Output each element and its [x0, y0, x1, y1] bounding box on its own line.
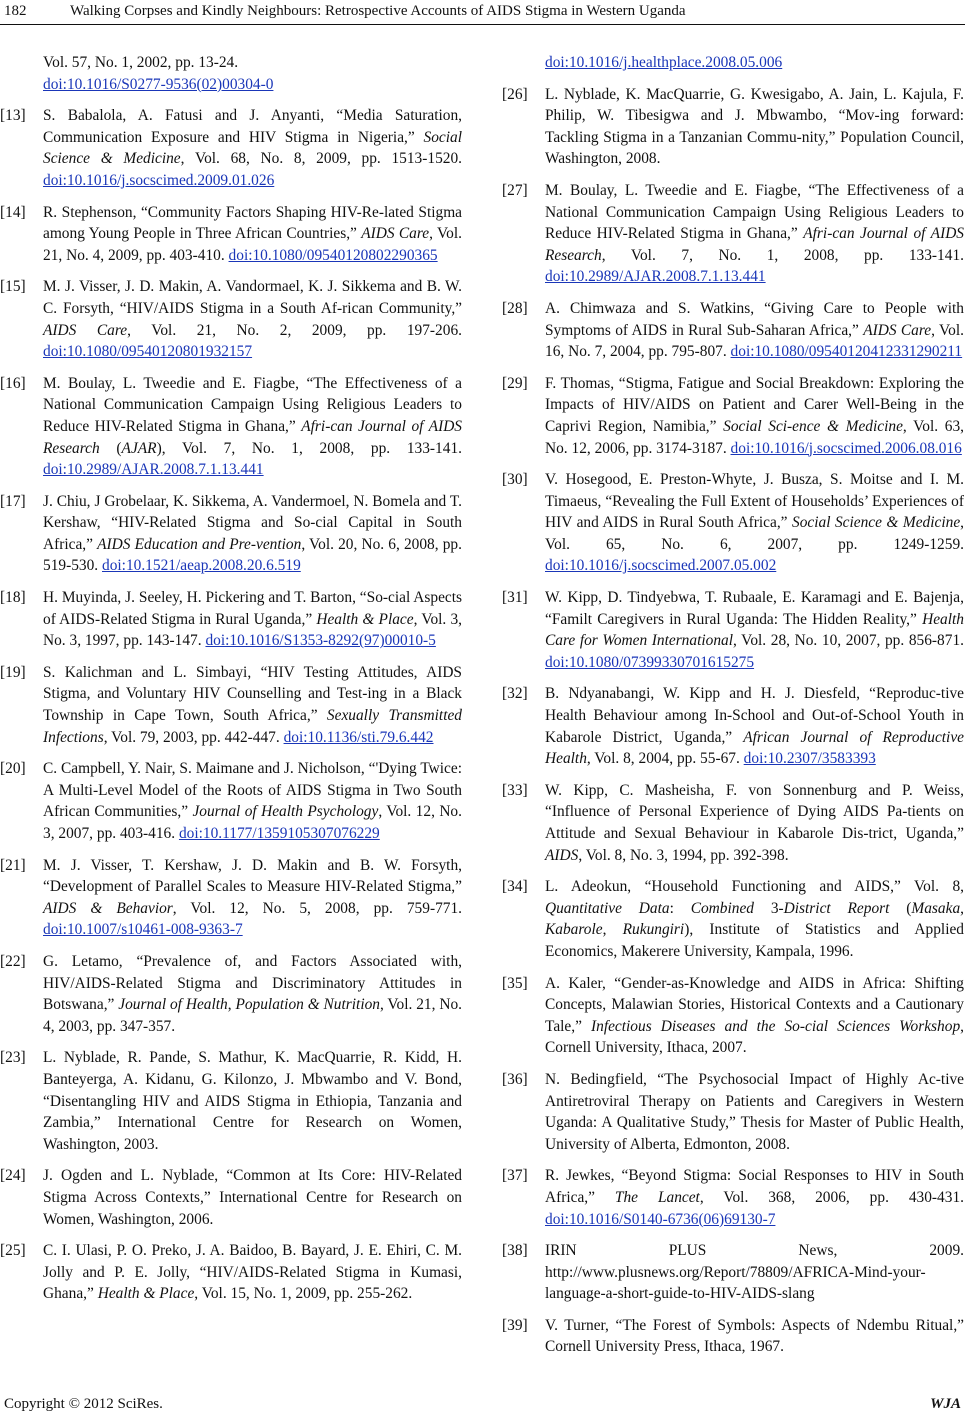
reference-item [502, 1165, 964, 1230]
reference-text [43, 1049, 462, 1152]
reference-item [502, 180, 964, 288]
reference-source-title: Health & Place [316, 610, 414, 628]
reference-text-part: ), Vol. 7, No. 1, 2008, pp. 133-141. [156, 439, 462, 457]
reference-text-part: J. Chiu, J Grobelaar, K. Sikkema, A. Vandermoel, N. Bomela and T. Kershaw, “HIV-Related Stigma and So-cial Capital in South Africa,” [43, 492, 462, 553]
reference-source-title: AIDS Care [43, 321, 128, 339]
reference-text-part: G. Letamo, “Prevalence of, and Factors Associated with, HIV/AIDS-Related Stigma and Discriminatory Attitudes in Botswana,” [43, 952, 462, 1014]
reference-source-title: Population & Nutrition [235, 996, 380, 1014]
reference-number: [21] [0, 856, 26, 874]
reference-number: [33] [502, 781, 528, 799]
reference-text-part: , Vol. 12, No. 5, 2008, pp. 759-771. [172, 899, 462, 917]
journal-abbrev: WJA [930, 1396, 961, 1412]
reference-text-part: , [602, 921, 623, 939]
reference-number: [22] [0, 952, 26, 970]
reference-source-title: AIDS Care [863, 321, 932, 339]
reference-text-part: A. Kaler, “Gender-as-Knowledge and AIDS in Africa: Shifting Concepts, Malawian Stories, Historical Contexts and a Cautionary Tale,” [545, 974, 964, 1035]
running-title: Walking Corpses and Kindly Neighbours: Retrospective Accounts of AIDS Stigma in Western Uganda [70, 3, 686, 19]
reference-text-part: L. Adeokun, “Household Functioning and AIDS,” Vol. 8, [545, 878, 964, 896]
reference-number: [32] [502, 685, 528, 703]
reference-item [502, 373, 964, 459]
reference-text [43, 278, 462, 360]
reference-item [0, 587, 462, 652]
reference-item [502, 780, 964, 866]
reference-source-title: AIDS & Behavior [43, 899, 173, 917]
reference-text [545, 300, 964, 360]
reference-number: [38] [502, 1242, 528, 1260]
reference-text [43, 857, 462, 939]
reference-text [545, 975, 964, 1057]
reference-text-part: , Vol. 3, No. 3, 1997, pp. 143-147. [43, 610, 462, 650]
doi-link[interactable]: doi:10.1177/1359105307076229 [178, 825, 380, 842]
reference-text [43, 375, 462, 478]
reference-number: [13] [0, 107, 26, 125]
reference-item [502, 84, 964, 170]
reference-text [545, 1071, 964, 1153]
doi-link[interactable]: doi:10.1016/j.socscimed.2009.01.026 [43, 171, 275, 189]
reference-text-part: M. J. Visser, T. Kershaw, J. D. Makin and B. W. Forsyth, “Development of Parallel Scales to Measure HIV-Related Stigma,” [43, 856, 462, 896]
reference-number: [34] [502, 878, 528, 896]
reference-number: [23] [0, 1049, 26, 1067]
reference-text-part: F. Thomas, “Stigma, Fatigue and Social Breakdown: Exploring the Impacts of HIV/AIDS on Patient and Carer Well-Being in the Caprivi Region, Namibia,” [545, 374, 964, 435]
reference-source-title: Afri-can Journal of AIDS Research [545, 225, 964, 264]
doi-link[interactable]: doi:10.1080/07399330701615275 [545, 653, 755, 671]
reference-text-part: , Vol. 28, No. 10, 2007, pp. 856-871. [733, 632, 964, 650]
left-column [0, 52, 462, 1315]
reference-text-part: V. Turner, “The Forest of Symbols: Aspects of Ndembu Ritual,” Cornell University Press, Ithaca, 1967. [545, 1316, 964, 1356]
doi-link[interactable]: doi:10.1016/j.socscimed.2006.08.016 [730, 439, 962, 457]
reference-text [43, 1167, 462, 1227]
header-rule [0, 24, 965, 25]
reference-text-part: R. Jewkes, “Beyond Stigma: Social Responses to HIV in South Africa,” [545, 1167, 964, 1206]
reference-number: [19] [0, 663, 26, 681]
reference-list [0, 105, 462, 1305]
reference-source-title: Social Science & Medicine [43, 128, 462, 168]
reference-source-title: Infectious Diseases and the So-cial Sciences Workshop [591, 1017, 961, 1035]
reference-item [0, 491, 462, 577]
reference-text-part: ( [99, 439, 122, 457]
reference-number: [14] [0, 203, 26, 221]
doi-link[interactable]: doi:10.1016/j.socscimed.2007.05.002 [545, 557, 777, 575]
reference-item [502, 587, 964, 673]
reference-text-part: W. Kipp, D. Tindyebwa, T. Rubaale, E. Karamagi and E. Bajenja, “Familt Caregivers in Rural Uganda: The Hidden Reality,” [545, 589, 964, 628]
reference-text [43, 204, 462, 264]
reference-item [502, 298, 964, 363]
reference-text-part: S. Kalichman and L. Simbayi, “HIV Testing Attitudes, AIDS Stigma, and Voluntary HIV Counselling and Test-ing in a Black Township in Cape Town, South Africa,” [43, 663, 462, 725]
reference-text-part: , [227, 996, 236, 1014]
reference-source-title: The Lancet [614, 1188, 700, 1206]
reference-source-title: Masaka [911, 899, 961, 917]
reference-text [545, 86, 964, 168]
page-header [0, 0, 965, 24]
doi-link[interactable]: doi:10.1080/09540120802290365 [228, 246, 438, 264]
reference-number: [15] [0, 278, 26, 296]
reference-text-part: A. Chimwaza and S. Watkins, “Giving Care to People with Symptoms of AIDS in Rural Sub-Saharan Africa,” [545, 299, 964, 339]
reference-number: [37] [502, 1167, 528, 1185]
reference-text-part: , Cornell University, Ithaca, 2007. [545, 1017, 964, 1057]
reference-text-part: N. Bedingfield, “The Psychosocial Impact of Highly Ac-tive Antiretroviral Therapy on Patients and Caregivers in Western Uganda: A Qualitative Study,” Thesis for Master of Public Health, University of Alberta, Edmonton, 2008. [545, 1070, 964, 1153]
reference-text [545, 1242, 964, 1302]
reference-item [0, 951, 462, 1037]
reference-item [0, 276, 462, 362]
reference-text-part: : [669, 899, 691, 917]
reference-source-title: AIDS [545, 846, 579, 864]
reference-item [0, 1240, 462, 1305]
continued-reference [0, 52, 462, 95]
reference-item [502, 973, 964, 1059]
reference-number: [16] [0, 374, 26, 392]
reference-number: [25] [0, 1242, 26, 1260]
reference-text [43, 107, 462, 189]
reference-source-title: District Report [783, 899, 890, 917]
reference-source-title: Sexually Transmitted Infections [43, 707, 462, 746]
reference-source-title: Afri-can Journal of AIDS Research [43, 417, 462, 457]
reference-text-part: , Vol. 68, No. 8, 2009, pp. 1513-1520. [180, 150, 463, 168]
reference-text-part: , Vol. 12, No. 3, 2007, pp. 403-416. [43, 803, 462, 842]
reference-item [0, 1047, 462, 1155]
reference-text-part: , Vol. 21, No. 4, 2009, pp. 403-410. [43, 225, 462, 264]
reference-text-part: S. Babalola, A. Fatusi and J. Anyanti, “Media Saturation, Communication Exposure and HIV Stigma in Nigeria,” [43, 107, 462, 146]
reference-item [502, 1069, 964, 1155]
reference-text [545, 375, 964, 457]
reference-source-title: AIDS Care [361, 225, 430, 243]
reference-number: [36] [502, 1070, 528, 1088]
reference-text-part: M. Boulay, L. Tweedie and E. Fiagbe, “The Effectiveness of a National Communication Campaign Using Religious Leaders to Reduce HIV-Related Stigma in Ghana,” [43, 374, 462, 435]
reference-text [43, 664, 462, 746]
reference-number: [30] [502, 471, 528, 489]
reference-item [502, 876, 964, 962]
page-number: 182 [4, 3, 27, 19]
reference-source-title: Social Science & Medicine [792, 514, 961, 532]
reference-text-part: ( [889, 899, 912, 917]
reference-text-part: J. Ogden and L. Nyblade, “Common at Its Core: HIV-Related Stigma Across Contexts,” International Centre for Research on Women, Washington, 2006. [43, 1167, 462, 1228]
reference-source-title: AJAR [121, 439, 157, 457]
reference-text [545, 471, 964, 574]
doi-link[interactable]: doi:10.2989/AJAR.2008.7.1.13.441 [545, 268, 766, 286]
reference-source-title: Health Care for Women International [545, 610, 964, 650]
reference-source-title: Journal of Health Psychology [192, 803, 379, 821]
reference-text-part: B. Ndyanabangi, W. Kipp and H. J. Diesfeld, “Reproduc-tive Health Behaviour among In-School and Out-of-School Youth in Kabarole District, Uganda,” [545, 685, 964, 746]
reference-text [545, 878, 964, 960]
reference-item [502, 1240, 964, 1305]
reference-text [545, 589, 964, 671]
reference-text-part: H. Muyinda, J. Seeley, H. Pickering and T. Barton, “So-cial Aspects of AIDS-Related Stigma in Rural Uganda,” [43, 589, 462, 628]
reference-number: [18] [0, 589, 26, 607]
reference-list [502, 84, 964, 1358]
reference-text-part: W. Kipp, C. Masheisha, F. von Sonnenburg and P. Weiss, “Influence of Personal Experience of Dying AIDS Pa-tients on Attitude and Sexual Behaviour in Kabarole Dis-trict, Uganda,” [545, 781, 964, 842]
page-footer [0, 1396, 965, 1416]
reference-text-part: , Vol. 63, No. 12, 2006, pp. 3174-3187. [545, 417, 964, 457]
doi-link[interactable]: doi:10.1136/sti.79.6.442 [283, 728, 434, 746]
reference-number: [26] [502, 85, 528, 103]
reference-text-part: ), Institute of Statistics and Applied Economics, Makerere University, Kampala, 1996. [545, 921, 964, 960]
reference-text-part: C. I. Ulasi, P. O. Preko, J. A. Baidoo, B. Bayard, J. E. Ehiri, C. M. Jolly and P. E. Jolly, “HIV/AIDS-Related Stigma in Kumasi, Ghana,” [43, 1242, 462, 1303]
doi-link[interactable]: doi:10.1016/j.healthplace.2008.05.006 [545, 54, 783, 71]
reference-text-part: L. Nyblade, R. Pande, S. Mathur, K. MacQuarrie, R. Kidd, H. Banteyerga, A. Kidanu, G. Kilonzo, J. Mbwambo and V. Bond, “Disentangling HIV and AIDS Stigma in Ethiopia, Tanzania and Zambia,” International Centre for Research on Women, Washington, 2003. [43, 1049, 462, 1153]
reference-number: [17] [0, 492, 26, 510]
doi-link[interactable]: doi:10.2307/3583393 [743, 750, 876, 768]
reference-number: [28] [502, 299, 528, 317]
right-column [502, 52, 964, 1368]
copyright: Copyright © 2012 SciRes. [4, 1396, 163, 1412]
reference-text-part: , Vol. 21, No. 4, 2003, pp. 347-357. [43, 996, 462, 1035]
reference-item [502, 469, 964, 577]
doi-link[interactable]: doi:10.1080/09540120412331290211 [730, 343, 963, 361]
reference-text-part: , Vol. 7, No. 1, 2008, pp. 133-141. [601, 246, 964, 264]
reference-text [545, 685, 964, 767]
reference-text [43, 1242, 462, 1302]
reference-source-title: Social Sci-ence & Medicine [723, 417, 903, 435]
reference-source-title: Journal of Health [118, 996, 228, 1014]
reference-text-part: C. Campbell, Y. Nair, S. Maimane and J. Nicholson, “'Dying Twice: A Multi-Level Model of the Roots of AIDS Stigma in Two South African Communities,” [43, 760, 462, 821]
doi-link[interactable]: doi:10.2989/AJAR.2008.7.1.13.441 [43, 461, 264, 479]
reference-text-part: R. Stephenson, “Community Factors Shaping HIV-Re-lated Stigma among Young People in Three African Countries,” [43, 203, 462, 243]
reference-text-part: , Vol. 15, No. 1, 2009, pp. 255-262. [194, 1285, 413, 1303]
reference-text-part: , [960, 899, 964, 917]
reference-item [0, 1165, 462, 1230]
reference-text-part: , Vol. 16, No. 7, 2004, pp. 795-807. [545, 321, 964, 361]
reference-text [545, 182, 964, 285]
reference-item [0, 105, 462, 191]
reference-text-part: , Vol. 8, No. 3, 1994, pp. 392-398. [578, 846, 789, 864]
reference-text [43, 760, 462, 842]
reference-text-part: , Vol. 368, 2006, pp. 430-431. [699, 1188, 964, 1206]
reference-number: [35] [502, 974, 528, 992]
reference-number: [29] [502, 374, 528, 392]
reference-text-part: M. Boulay, L. Tweedie and E. Fiagbe, “The Effectiveness of a National Communication Campaign Using Religious Leaders to Reduce HIV-Related Stigma in Ghana,” [545, 181, 964, 243]
reference-text-part: M. J. Visser, J. D. Makin, A. Vandormael, K. J. Sikkema and B. W. C. Forsyth, “HIV/AIDS Stigma in a South Af-rican Community,” [43, 278, 462, 317]
doi-link[interactable]: doi:10.1521/aeap.2008.20.6.519 [102, 557, 301, 575]
reference-number: [24] [0, 1167, 26, 1185]
reference-item [0, 758, 462, 844]
doi-link[interactable]: doi:10.1016/S0140-6736(06)69130-7 [545, 1210, 776, 1228]
reference-item [502, 1315, 964, 1358]
continued-reference [502, 52, 964, 74]
reference-text-part: L. Nyblade, K. MacQuarrie, G. Kwesigabo, A. Jain, L. Kajula, F. Philip, W. Tibesigwa and J. Mbwambo, “Mov-ing forward: Tackling Stigma in a Tanzanian Commu-nity,” Population Council, Washington, 2008. [545, 85, 964, 168]
reference-text [43, 589, 462, 649]
reference-text-part: 3- [753, 899, 784, 917]
reference-source-title: AIDS Education and Pre-vention [97, 535, 302, 553]
reference-text-part: , Vol. 8, 2004, pp. 55-67. [586, 750, 744, 768]
reference-text-part: , Vol. 20, No. 6, 2008, pp. 519-530. [43, 535, 462, 575]
reference-item [0, 202, 462, 267]
reference-text [545, 782, 964, 864]
doi-link[interactable]: doi:10.1080/09540120801932157 [43, 343, 253, 361]
reference-number: [31] [502, 589, 528, 607]
reference-source-title: Kabarole [545, 921, 603, 939]
reference-item [0, 855, 462, 941]
reference-text [43, 953, 462, 1035]
reference-number: [20] [0, 760, 26, 778]
reference-text [545, 1317, 964, 1356]
reference-item [502, 683, 964, 769]
reference-item [0, 373, 462, 481]
reference-text-part: , Vol. 21, No. 2, 2009, pp. 197-206. [127, 321, 462, 339]
reference-text [545, 1167, 964, 1227]
reference-source-title: Combined [690, 899, 754, 917]
reference-source-title: Rukungiri [622, 921, 685, 939]
doi-link[interactable]: doi:10.1007/s10461-008-9363-7 [43, 921, 243, 939]
reference-number: [27] [502, 181, 528, 199]
continued-reference-text: Vol. 57, No. 1, 2002, pp. 13-24. [43, 54, 239, 71]
reference-text-part: IRIN PLUS News, 2009. http://www.plusnews.org/Report/78809/AFRICA-Mind-your-language-a-short-guide-to-HIV-AIDS-slang [545, 1242, 964, 1303]
doi-link[interactable]: doi:10.1016/S0277-9536(02)00304-0 [43, 75, 274, 93]
reference-text-part: , Vol. 79, 2003, pp. 442-447. [103, 728, 284, 746]
reference-number: [39] [502, 1316, 528, 1334]
reference-source-title: Health & Place [97, 1285, 195, 1303]
reference-text-part: , Vol. 65, No. 6, 2007, pp. 1249-1259. [545, 514, 965, 553]
reference-source-title: African Journal of Reproductive Health [545, 728, 964, 768]
doi-link[interactable]: doi:10.1016/S1353-8292(97)00010-5 [205, 632, 436, 650]
reference-text [43, 493, 462, 575]
reference-item [0, 662, 462, 748]
reference-text-part: V. Hosegood, E. Preston-Whyte, J. Busza, S. Moitse and I. M. Timaeus, “Revealing the Full Extent of Households’ Experiences of HIV and AIDS in Rural South Africa,” [545, 471, 964, 532]
reference-source-title: Quantitative Data [545, 899, 670, 917]
